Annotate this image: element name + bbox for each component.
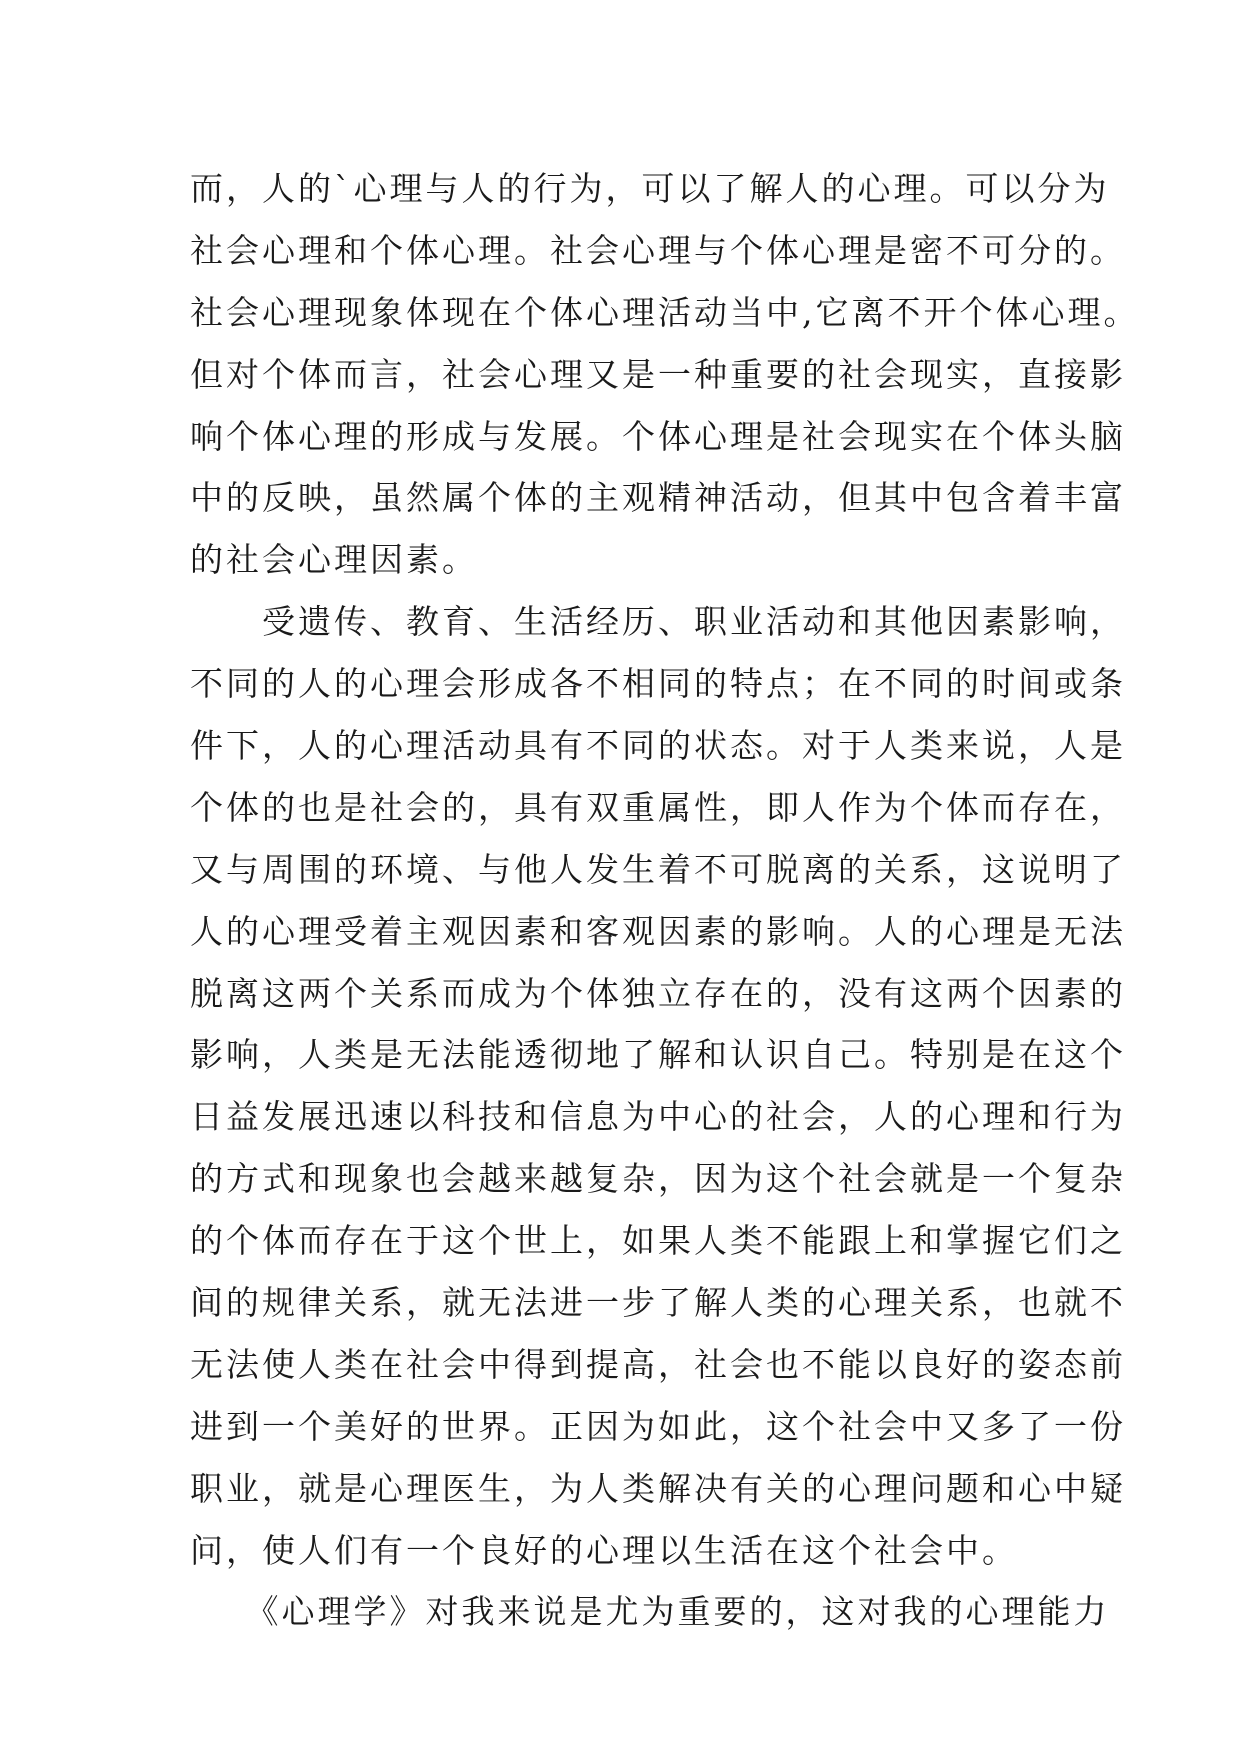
text-line: 件下，人的心理活动具有不同的状态。对于人类来说，人是 — [190, 726, 1126, 766]
text-line: 影响，人类是无法能透彻地了解和认识自己。特别是在这个 — [190, 1035, 1126, 1075]
text-line: 但对个体而言，社会心理又是一种重要的社会现实，直接影 — [190, 354, 1126, 394]
text-line: 不同的人的心理会形成各不相同的特点；在不同的时间或条 — [190, 664, 1126, 704]
text-line: 日益发展迅速以科技和信息为中心的社会，人的心理和行为 — [190, 1097, 1126, 1137]
text-line: 间的规律关系，就无法进一步了解人类的心理关系，也就不 — [190, 1283, 1126, 1323]
text-line: 又与周围的环境、与他人发生着不可脱离的关系，这说明了 — [190, 849, 1126, 889]
text-line: 脱离这两个关系而成为个体独立存在的，没有这两个因素的 — [190, 973, 1126, 1013]
text-line: 进到一个美好的世界。正因为如此，这个社会中又多了一份 — [190, 1406, 1126, 1446]
text-line: 响个体心理的形成与发展。个体心理是社会现实在个体头脑 — [190, 416, 1126, 456]
text-line: 社会心理现象体现在个体心理活动当中,它离不开个体心理。 — [190, 292, 1140, 332]
text-line: 的社会心理因素。 — [190, 540, 478, 580]
text-line: 职业，就是心理医生，为人类解决有关的心理问题和心中疑 — [190, 1468, 1126, 1508]
text-line: 的方式和现象也会越来越复杂，因为这个社会就是一个复杂 — [190, 1159, 1126, 1199]
text-line: 而，人的`心理与人的行为，可以了解人的心理。可以分为 — [190, 169, 1110, 208]
text-line: 社会心理和个体心理。社会心理与个体心理是密不可分的。 — [190, 230, 1126, 270]
text-line: 无法使人类在社会中得到提高，社会也不能以良好的姿态前 — [190, 1344, 1126, 1384]
paragraph-start-line: 《心理学》对我来说是尤为重要的，这对我的心理能力 — [190, 1592, 1110, 1632]
text-line: 个体的也是社会的，具有双重属性，即人作为个体而存在， — [190, 787, 1126, 827]
paragraph-start-line: 受遗传、教育、生活经历、职业活动和其他因素影响， — [190, 602, 1126, 642]
text-line: 问，使人们有一个良好的心理以生活在这个社会中。 — [190, 1530, 1018, 1570]
text-line: 人的心理受着主观因素和客观因素的影响。人的心理是无法 — [190, 911, 1126, 951]
text-line: 中的反映，虽然属个体的主观精神活动，但其中包含着丰富 — [190, 478, 1126, 518]
body-text — [190, 158, 1140, 1643]
text-line: 的个体而存在于这个世上，如果人类不能跟上和掌握它们之 — [190, 1221, 1126, 1261]
